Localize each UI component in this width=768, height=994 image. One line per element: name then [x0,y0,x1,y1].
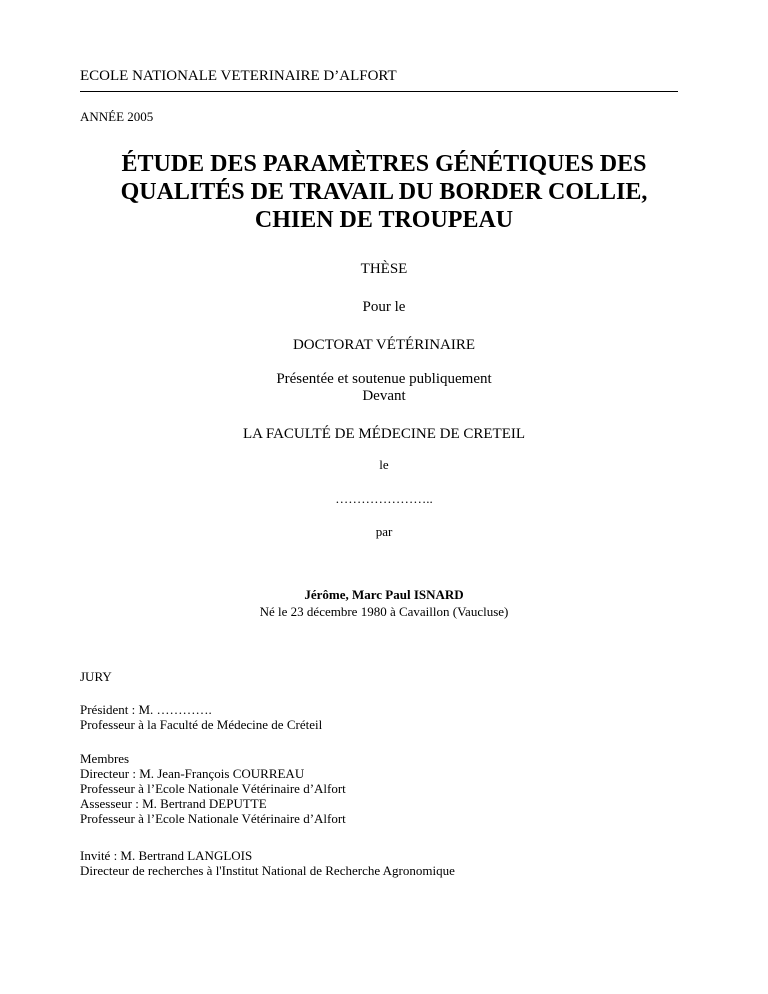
assessor-title: Professeur à l’Ecole Nationale Vétérinaire d’Alfort [80,811,346,826]
presented-line: Présentée et soutenue publiquement [276,371,492,387]
header-rule [80,91,678,92]
author-name: Jérôme, Marc Paul ISNARD [304,587,464,602]
thesis-title [0,150,768,234]
jury-heading: JURY [80,669,112,684]
devant: Devant [362,388,406,404]
title-line: CHIEN DE TROUPEAU [254,207,514,233]
author-birth: Né le 23 décembre 1980 à Cavaillon (Vaucluse) [259,604,509,619]
date-placeholder: ………………….. [335,491,433,506]
jury-president [80,702,322,732]
faculty: LA FACULTÉ DE MÉDECINE DE CRETEIL [242,426,526,442]
school-name: ECOLE NATIONALE VETERINAIRE D’ALFORT [80,68,397,84]
guest-title: Directeur de recherches à l'Institut National de Recherche Agronomique [80,863,455,878]
assessor-line: Assesseur : M. Bertrand DEPUTTE [80,796,267,811]
members-heading: Membres [80,751,130,766]
jury-members [80,751,346,826]
guest-line: Invité : M. Bertrand LANGLOIS [80,848,253,863]
president-line: Président : M. …………. [80,702,212,717]
par: par [375,524,393,539]
le: le [379,457,389,472]
these-label: THÈSE [360,261,408,277]
president-title: Professeur à la Faculté de Médecine de Créteil [80,717,323,732]
year: ANNÉE 2005 [80,109,154,124]
jury-guest [80,848,455,878]
title-line: QUALITÉS DE TRAVAIL DU BORDER COLLIE, [120,179,648,205]
director-line: Directeur : M. Jean-François COURREAU [80,766,305,781]
degree: DOCTORAT VÉTÉRINAIRE [292,337,476,353]
title-line: ÉTUDE DES PARAMÈTRES GÉNÉTIQUES DES [121,151,647,177]
director-title: Professeur à l’Ecole Nationale Vétérinaire d’Alfort [80,781,346,796]
pour-le: Pour le [362,299,406,315]
